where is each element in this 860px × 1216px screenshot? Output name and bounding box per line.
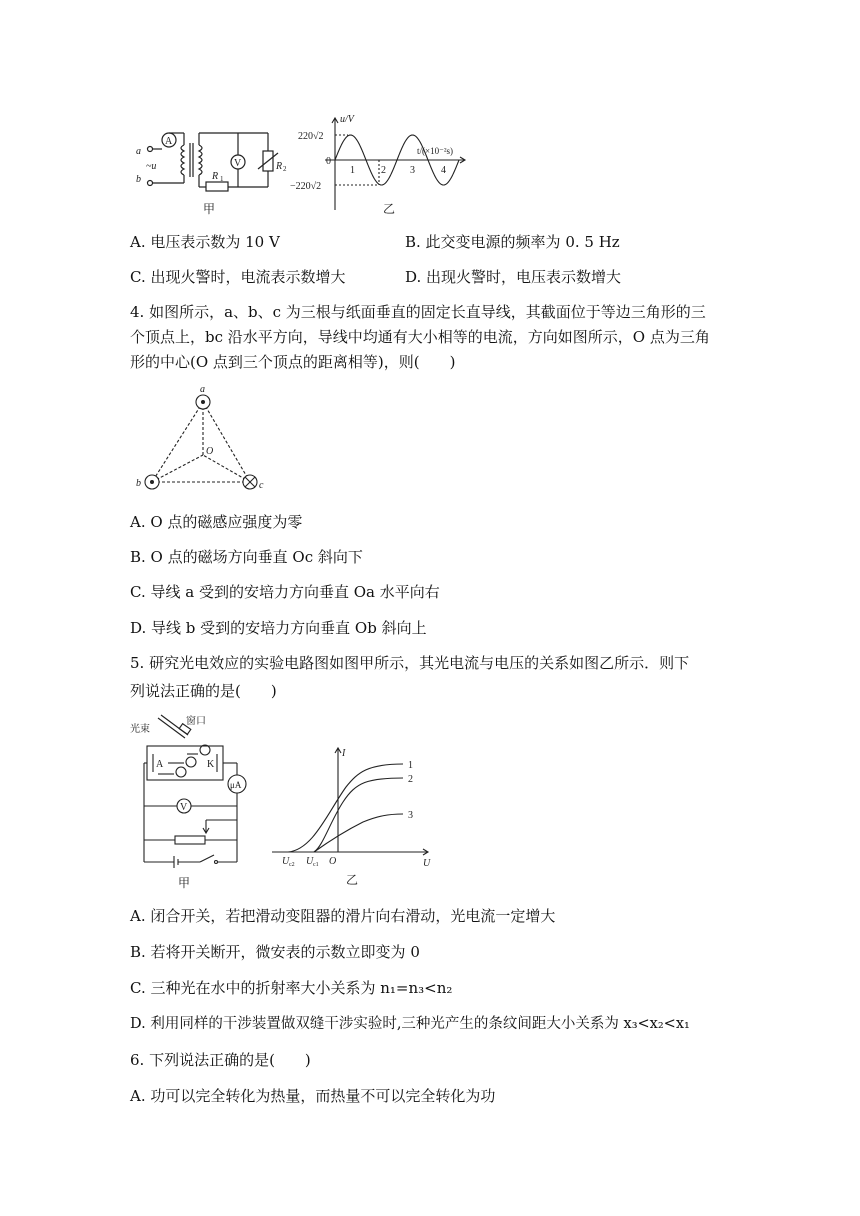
origin-label: 0	[326, 156, 331, 167]
q3-figure-jia	[128, 125, 288, 220]
window-label: 窗口	[186, 716, 206, 727]
q4-option-b: B. O 点的磁场方向垂直 Oc 斜向下	[130, 548, 363, 566]
r2-sub: 2	[283, 165, 287, 173]
q3-option-b: B. 此交变电源的频率为 0. 5 Hz	[405, 233, 620, 251]
tick-1: 1	[350, 165, 355, 176]
uc1-label: U	[306, 856, 314, 867]
curve-2-label: 2	[408, 774, 413, 785]
xaxis-label: t/(×10⁻²s)	[417, 146, 454, 156]
terminal-a-label: a	[136, 146, 141, 157]
center-o-label: O	[206, 446, 214, 457]
q3-option-a: A. 电压表示数为 10 V	[130, 233, 280, 251]
r2-label: R	[276, 161, 283, 172]
fig-jia-caption: 甲	[203, 202, 216, 216]
curve-3	[314, 814, 403, 852]
q5-option-b: B. 若将开关断开，微安表的示数立即变为 0	[130, 943, 420, 961]
q5-xaxis-label: U	[423, 858, 431, 869]
tick-4: 4	[441, 165, 446, 176]
fig-yi-caption: 乙	[383, 202, 396, 216]
q4-stem-line1: 4. 如图所示，a、b、c 为三根与纸面垂直的固定长直导线，其截面位于等边三角形的三	[130, 303, 706, 321]
q5-yaxis-label: I	[342, 748, 346, 759]
uc2-sub: c2	[289, 862, 295, 868]
q3-option-d: D. 出现火警时，电压表示数增大	[405, 268, 622, 286]
q6-stem-line1: 6. 下列说法正确的是( )	[130, 1051, 311, 1069]
vertex-c-label: c	[259, 480, 264, 491]
q3-figure-yi	[285, 110, 480, 220]
tick-3: 3	[410, 165, 415, 176]
terminal-b-label: b	[136, 174, 141, 185]
ammeter-label: A	[165, 136, 173, 147]
yaxis-label: u/V	[340, 114, 354, 125]
q5-circuit-figure	[130, 712, 255, 892]
q6-option-a: A. 功可以完全转化为热量，而热量不可以完全转化为功	[130, 1087, 496, 1105]
curve-1-label: 1	[408, 760, 413, 771]
source-label: ~u	[146, 161, 157, 172]
q5-fig-yi-caption: 乙	[346, 873, 359, 887]
q4-stem-line3: 形的中心(O 点到三个顶点的距离相等)，则( )	[130, 353, 456, 371]
q4-triangle-figure	[130, 382, 270, 497]
q5-origin-label: O	[329, 856, 337, 867]
microammeter-label: μA	[230, 780, 242, 790]
q5-fig-jia-caption: 甲	[178, 876, 191, 890]
r1-sub: 1	[220, 175, 224, 183]
r1-label: R	[212, 171, 219, 182]
vertex-a-label: a	[200, 384, 205, 395]
curve-3-label: 3	[408, 810, 413, 821]
uc1-sub: c1	[313, 862, 319, 868]
q4-option-c: C. 导线 a 受到的安培力方向垂直 Oa 水平向右	[130, 583, 440, 601]
anode-label: A	[156, 759, 164, 770]
ymin-label: −220√2	[290, 181, 322, 192]
voltmeter-label: V	[234, 158, 242, 169]
curve-1	[288, 764, 403, 852]
q4-option-a: A. O 点的磁感应强度为零	[130, 513, 303, 531]
cathode-label: K	[207, 759, 215, 770]
tick-2: 2	[381, 165, 386, 176]
uc2-label: U	[282, 856, 290, 867]
voltmeter-label-q5: V	[180, 802, 188, 813]
q5-option-c: C. 三种光在水中的折射率大小关系为 n₁=n₃<n₂	[130, 979, 453, 997]
q4-stem-line2: 个顶点上，bc 沿水平方向，导线中均通有大小相等的电流，方向如图所示，O 点为三角	[130, 328, 710, 346]
q4-option-d: D. 导线 b 受到的安培力方向垂直 Ob 斜向上	[130, 619, 427, 637]
q5-stem-line2: 列说法正确的是( )	[130, 682, 277, 700]
q5-option-a: A. 闭合开关，若把滑动变阻器的滑片向右滑动，光电流一定增大	[130, 907, 556, 925]
q5-iu-graph	[268, 742, 440, 888]
q3-option-c: C. 出现火警时，电流表示数增大	[130, 268, 346, 286]
ymax-label: 220√2	[298, 131, 324, 142]
beam-label: 光束	[130, 724, 150, 735]
vertex-b-label: b	[136, 478, 141, 489]
q5-option-d: D. 利用同样的干涉装置做双缝干涉实验时,三种光产生的条纹间距大小关系为 x₃<x₂<x₁	[130, 1016, 690, 1032]
q5-stem-line1: 5. 研究光电效应的实验电路图如图甲所示，其光电流与电压的关系如图乙所示．则下	[130, 654, 690, 672]
